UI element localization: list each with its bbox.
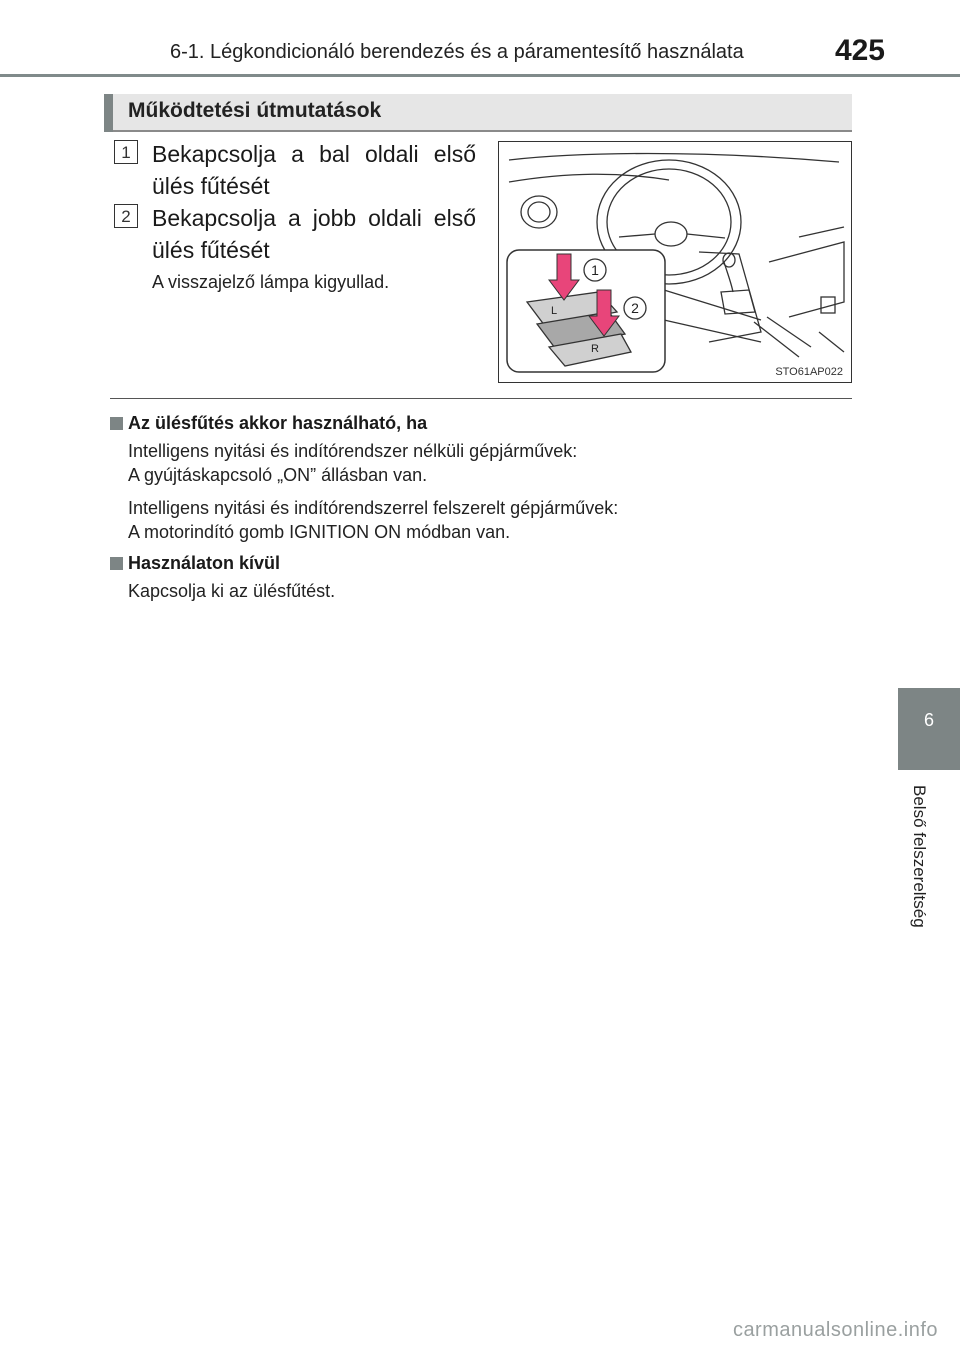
- step-number-2: 2: [114, 204, 138, 228]
- page-number: 425: [834, 34, 885, 67]
- switch-letter-left: L: [551, 305, 558, 317]
- step-text-1: Bekapcsolja a bal oldali első ülés fűtését: [152, 141, 476, 199]
- bullet-square-icon: [110, 557, 123, 570]
- callout-number-2: 2: [631, 300, 639, 316]
- dashboard-illustration: [499, 142, 851, 382]
- subsection-heading-usable: [110, 413, 427, 434]
- callout-number-1: 1: [591, 262, 599, 278]
- switch-letter-right: R: [591, 343, 599, 355]
- section-bar: [104, 94, 852, 132]
- subsection-heading-unused: [110, 553, 280, 574]
- figure-code: STO61AP022: [775, 366, 843, 378]
- section-title: Működtetési útmutatások: [128, 99, 382, 122]
- section-divider: [110, 398, 852, 399]
- chapter-number: 6: [923, 710, 934, 730]
- paragraph-turn-off: Kapcsolja ki az ülésfűtést.: [128, 581, 336, 601]
- step-text-2: Bekapcsolja a jobb oldali első ülés fűtését: [152, 205, 476, 263]
- chapter-label: Belső felszereltség: [910, 785, 929, 928]
- footer-watermark: carmanualsonline.info: [732, 1319, 938, 1341]
- subsection-heading-text: Használaton kívül: [128, 553, 281, 573]
- section-bar-accent: [104, 94, 113, 132]
- indicator-note: A visszajelző lámpa kigyullad.: [152, 272, 390, 292]
- subsection-heading-text: Az ülésfűtés akkor használható, ha: [128, 413, 428, 433]
- chapter-tab: [898, 688, 960, 770]
- bullet-square-icon: [110, 417, 123, 430]
- step-number-1: 1: [114, 140, 138, 164]
- running-header: 6-1. Légkondicionáló berendezés és a páramentesítő használata: [170, 41, 744, 63]
- paragraph-without-smart-entry: Intelligens nyitási és indítórendszer nélküli gépjárművek: A gyújtáskapcsoló „ON” állásban van.: [128, 441, 578, 485]
- header-rule: [0, 74, 960, 77]
- paragraph-with-smart-entry: Intelligens nyitási és indítórendszerrel felszerelt gépjárművek: A motorindító gomb IGNITION ON módban van.: [128, 498, 619, 542]
- seat-heater-figure: [498, 141, 852, 383]
